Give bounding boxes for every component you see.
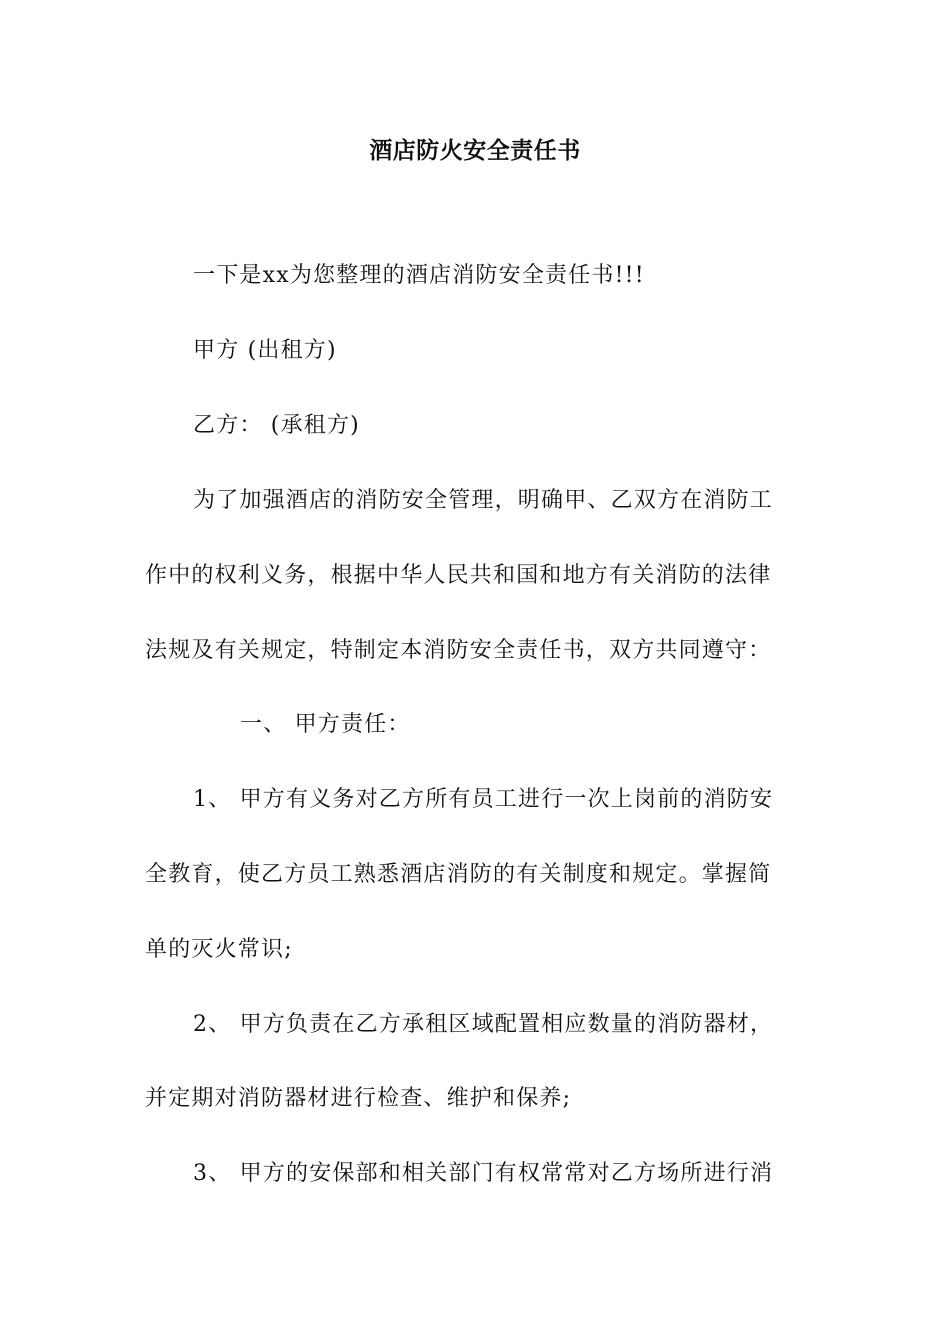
- clause-line: 单的灭火常识;: [145, 937, 293, 962]
- clause-line: 2、 甲方负责在乙方承租区域配置相应数量的消防器材，: [193, 1012, 774, 1037]
- paragraph-line: 为了加强酒店的消防安全管理，明确甲、乙双方在消防工: [193, 488, 774, 513]
- clause-line: 3、 甲方的安保部和相关部门有权常常对乙方场所进行消: [193, 1161, 774, 1186]
- party-a-line: 甲方 (出租方): [193, 338, 337, 363]
- clause-line: 并定期对消防器材进行检查、维护和保养;: [145, 1086, 572, 1111]
- paragraph-line: 作中的权利义务，根据中华人民共和国和地方有关消防的法律: [145, 563, 772, 588]
- intro-line: 一下是xx为您整理的酒店消防安全责任书!!!: [193, 263, 645, 288]
- clause-line: 全教育，使乙方员工熟悉酒店消防的有关制度和规定。掌握简: [145, 862, 772, 887]
- paragraph-line: 法规及有关规定，特制定本消防安全责任书，双方共同遵守：: [145, 638, 772, 663]
- clause-line: 1、 甲方有义务对乙方所有员工进行一次上岗前的消防安: [193, 787, 774, 812]
- section-heading: 一、 甲方责任：: [240, 712, 411, 737]
- document-title: 酒店防火安全责任书: [369, 137, 581, 164]
- party-b-line: 乙方： (承租方): [193, 413, 360, 438]
